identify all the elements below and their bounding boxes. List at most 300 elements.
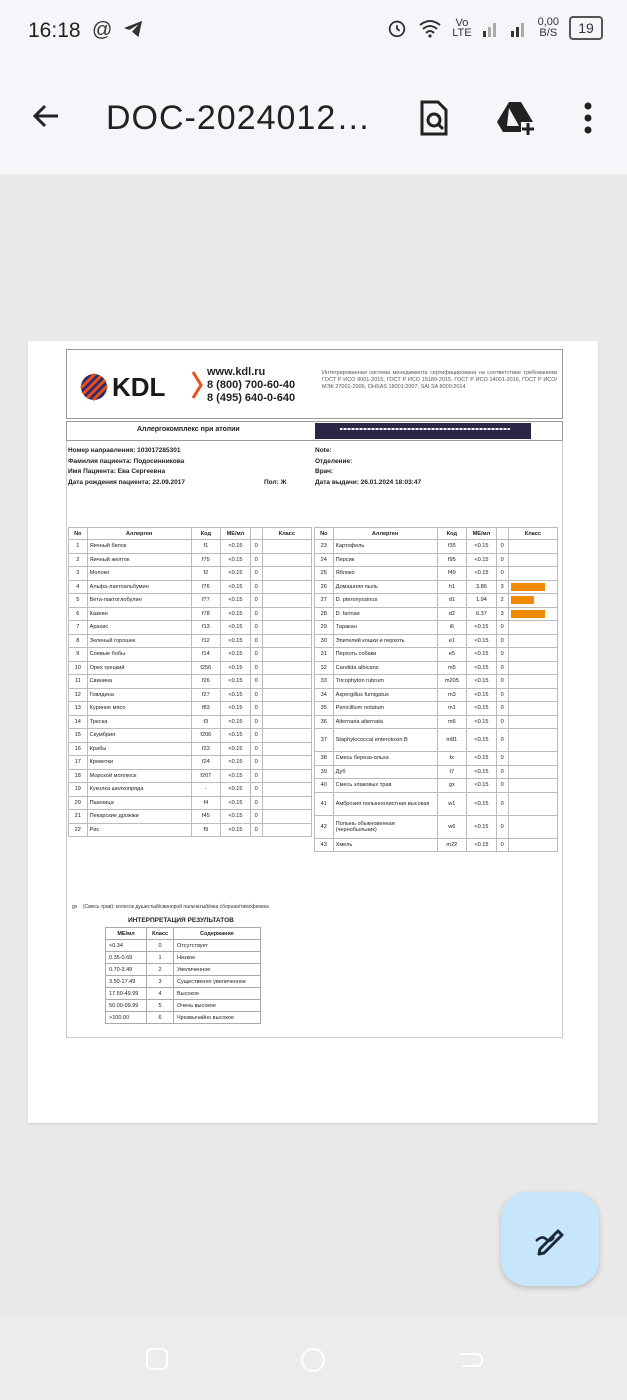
row-number: 32 — [315, 661, 334, 675]
allergen-code: e1 — [437, 634, 467, 648]
allergen-code: f49 — [437, 567, 467, 581]
allergen-code: f27 — [191, 688, 221, 702]
allergen-value: <0.15 — [221, 634, 251, 648]
allergen-class: 3 — [496, 580, 508, 594]
interpretation-description: Низкое — [174, 952, 261, 964]
allergen-name: Пшеница — [87, 796, 191, 810]
allergen-name: Соевые бобы — [87, 648, 191, 662]
class-bar-cell — [508, 838, 557, 852]
back-arrow-icon[interactable] — [30, 100, 62, 132]
allergen-code: f256 — [191, 661, 221, 675]
allergen-class: 0 — [250, 634, 262, 648]
allergen-row — [69, 756, 312, 770]
allergen-class: 0 — [496, 765, 508, 779]
allergen-name: Казеин — [87, 607, 191, 621]
allergen-code: f14 — [191, 648, 221, 662]
allergen-value: <0.15 — [221, 594, 251, 608]
allergen-row — [69, 796, 312, 810]
allergen-name: Говядина — [87, 688, 191, 702]
allergen-value: <0.15 — [221, 580, 251, 594]
allergen-class: 0 — [496, 675, 508, 689]
row-number: 40 — [315, 779, 334, 793]
back-nav-icon[interactable] — [456, 1346, 484, 1372]
allergen-class: 0 — [250, 553, 262, 567]
allergen-name: Крабы — [87, 742, 191, 756]
row-number: 23 — [315, 540, 334, 554]
allergen-code: f26 — [191, 675, 221, 689]
allergen-code: w6 — [437, 815, 467, 838]
allergen-row — [69, 580, 312, 594]
allergen-code: f83 — [191, 702, 221, 716]
allergen-value: <0.15 — [467, 567, 497, 581]
allergen-row — [315, 715, 558, 729]
class-bar-cell — [262, 553, 311, 567]
allergen-value: <0.15 — [467, 661, 497, 675]
interpretation-description: Чрезвычайно высокое — [174, 1012, 261, 1024]
allergen-value: <0.15 — [221, 756, 251, 770]
interpretation-description: Очень высокое — [174, 1000, 261, 1012]
allergen-name: Арахис — [87, 621, 191, 635]
battery-icon: 19 — [569, 16, 603, 40]
allergen-row — [69, 621, 312, 635]
allergen-name: Смесь береза-ольха — [333, 752, 437, 766]
allergen-code: f206 — [191, 729, 221, 743]
allergen-name: Свинина — [87, 675, 191, 689]
row-number: 3 — [69, 567, 88, 581]
allergen-row — [315, 779, 558, 793]
class-bar-cell — [508, 661, 557, 675]
interpretation-row — [106, 964, 261, 976]
row-number: 22 — [69, 823, 88, 837]
allergen-name: Tricophyton rubrum — [333, 675, 437, 689]
allergen-class: 0 — [250, 796, 262, 810]
allergen-code: - — [191, 783, 221, 797]
allergen-value: <0.15 — [467, 715, 497, 729]
row-number: 21 — [69, 810, 88, 824]
allergen-name: Таракан — [333, 621, 437, 635]
allergen-name: Морской моллюск — [87, 769, 191, 783]
allergen-class: 0 — [496, 702, 508, 716]
allergen-row — [69, 688, 312, 702]
more-options-icon[interactable] — [570, 98, 606, 138]
interpretation-description: Высокое — [174, 988, 261, 1000]
allergen-value: <0.15 — [221, 621, 251, 635]
allergen-name: Alternaria alternata — [333, 715, 437, 729]
interpretation-class: 2 — [147, 964, 174, 976]
interpretation-class: 6 — [147, 1012, 174, 1024]
allergen-code: f1 — [191, 540, 221, 554]
allergen-class: 0 — [250, 729, 262, 743]
class-bar-cell — [262, 594, 311, 608]
allergen-value: <0.15 — [221, 729, 251, 743]
allergen-table-left: No Аллерген Код МЕ/мл Класс 1 Яичный белок f1 <0.15 0 2 Яичный желток f75 <0.15 0 3 Молоко f2 <0.15 0 4 Альфа-лактоальбумин f76 <0.15 0 5 Бета-лактоглобулин f77 <0.15 0 6 Казеин f78 <0.15 0 7 Арахис f13 <0.15 0 8 Зеленый горошек f12 <0.15 0 9 Соевые бобы f14 <0.15 0 10 Орех грецкий f256 <0.15 0 11 Свинина f26 <0.15 0 12 Говядина f27 <0.15 0 13 Куриное мясо f83 <0.15 0 14 Треска f3 <0.15 0 15 Скумбрия f206 <0.15 0 16 Крабы f23 <0.15 0 17 Креветки f24 <0.15 0 18 Морской моллюск f207 <0.15 0 19 Куколка шелкопряда - <0.15 0 20 Пшеница f4 <0.15 0 21 Пекарские дрожжи f45 <0.15 0 22 Рис f9 <0.15 0 — [68, 527, 312, 837]
allergen-row — [69, 567, 312, 581]
allergen-code: f3 — [191, 715, 221, 729]
allergen-code: f9 — [191, 823, 221, 837]
allergen-class: 0 — [496, 792, 508, 815]
allergen-class: 0 — [250, 756, 262, 770]
allergen-value: <0.15 — [467, 729, 497, 752]
allergen-class: 0 — [250, 621, 262, 635]
allergen-row — [315, 634, 558, 648]
allergen-value: <0.15 — [467, 540, 497, 554]
allergen-value: <0.15 — [467, 648, 497, 662]
patient-name: Имя Пациента: Ева Сергеевна — [68, 468, 166, 475]
allergen-row — [315, 792, 558, 815]
row-number: 19 — [69, 783, 88, 797]
interpretation-range: >100.00 — [106, 1012, 147, 1024]
class-bar-cell — [262, 796, 311, 810]
class-bar-cell — [508, 634, 557, 648]
allergen-row — [69, 715, 312, 729]
class-bar-cell — [262, 756, 311, 770]
row-number: 31 — [315, 648, 334, 662]
class-bar-cell — [262, 661, 311, 675]
app-bar — [0, 62, 627, 174]
interpretation-class: 3 — [147, 976, 174, 988]
allergen-row — [69, 742, 312, 756]
allergen-row — [315, 752, 558, 766]
row-number: 7 — [69, 621, 88, 635]
allergen-code: tx — [437, 752, 467, 766]
allergen-class: 0 — [496, 779, 508, 793]
allergen-class: 0 — [250, 783, 262, 797]
drive-add-icon[interactable] — [495, 98, 535, 138]
allergen-name: Aspergillus fumigatus — [333, 688, 437, 702]
row-number: 27 — [315, 594, 334, 608]
allergen-row — [69, 810, 312, 824]
row-number: 36 — [315, 715, 334, 729]
document-title: DOC-2024012… — [106, 99, 372, 137]
class-bar-cell — [508, 715, 557, 729]
class-bar-cell — [508, 729, 557, 752]
allergen-name: Бета-лактоглобулин — [87, 594, 191, 608]
allergen-row — [69, 594, 312, 608]
row-number: 34 — [315, 688, 334, 702]
allergen-row — [315, 648, 558, 662]
allergen-value: <0.15 — [467, 675, 497, 689]
class-bar-cell — [508, 765, 557, 779]
allergen-class: 0 — [250, 715, 262, 729]
allergen-name: Треска — [87, 715, 191, 729]
allergen-name: Смесь злаковых трав — [333, 779, 437, 793]
class-bar-cell — [508, 621, 557, 635]
allergen-value: <0.15 — [467, 765, 497, 779]
allergen-class: 0 — [250, 702, 262, 716]
complex-title: Аллергокомплекс при атопии — [137, 426, 240, 433]
interpretation-range: <0.34 — [106, 940, 147, 952]
complex-bar — [66, 421, 563, 441]
allergen-code: f4 — [191, 796, 221, 810]
class-bar-cell — [508, 553, 557, 567]
allergen-value: <0.15 — [221, 648, 251, 662]
row-number: 26 — [315, 580, 334, 594]
class-bar-cell — [262, 702, 311, 716]
allergen-row — [69, 702, 312, 716]
kdl-logo-icon — [79, 372, 109, 402]
row-number: 39 — [315, 765, 334, 779]
allergen-class: 0 — [496, 634, 508, 648]
allergen-row — [315, 540, 558, 554]
allergen-value: <0.15 — [221, 567, 251, 581]
allergen-name: Скумбрия — [87, 729, 191, 743]
allergen-code: d2 — [437, 607, 467, 621]
row-number: 38 — [315, 752, 334, 766]
interpretation-range: 0.70-3.49 — [106, 964, 147, 976]
interpretation-class: 0 — [147, 940, 174, 952]
recent-apps-icon[interactable] — [144, 1346, 170, 1372]
allergen-row — [69, 729, 312, 743]
interpretation-description: Отсутствует — [174, 940, 261, 952]
allergen-value: <0.15 — [221, 769, 251, 783]
row-number: 33 — [315, 675, 334, 689]
referral-number: Номер направления: 103017285301 — [68, 447, 181, 454]
row-number: 28 — [315, 607, 334, 621]
allergen-row — [69, 769, 312, 783]
telegram-icon — [122, 19, 144, 39]
allergen-code: w1 — [437, 792, 467, 815]
row-number: 16 — [69, 742, 88, 756]
allergen-code: f95 — [437, 553, 467, 567]
row-number: 8 — [69, 634, 88, 648]
allergen-code: m22 — [437, 838, 467, 852]
allergen-class: 2 — [496, 594, 508, 608]
row-number: 35 — [315, 702, 334, 716]
row-number: 1 — [69, 540, 88, 554]
allergen-class: 0 — [496, 648, 508, 662]
row-number: 2 — [69, 553, 88, 567]
allergen-name: Куриное мясо — [87, 702, 191, 716]
class-bar-cell — [262, 742, 311, 756]
allergen-name: Эпителий кошки и перхоть — [333, 634, 437, 648]
allergen-name: Дуб — [333, 765, 437, 779]
allergen-value: <0.15 — [221, 702, 251, 716]
home-icon[interactable] — [299, 1346, 327, 1374]
class-bar-cell — [508, 648, 557, 662]
row-number: 15 — [69, 729, 88, 743]
allergen-class: 0 — [250, 688, 262, 702]
allergen-class: 3 — [496, 607, 508, 621]
row-number: 13 — [69, 702, 88, 716]
allergen-code: f2 — [191, 567, 221, 581]
allergen-name: D. pteronyssinus — [333, 594, 437, 608]
allergen-code: f13 — [191, 621, 221, 635]
status-bar — [0, 0, 627, 62]
allergen-value: <0.15 — [467, 621, 497, 635]
allergen-name: Орех грецкий — [87, 661, 191, 675]
allergen-value: <0.15 — [467, 688, 497, 702]
allergen-value: <0.15 — [221, 540, 251, 554]
navigation-bar — [0, 1316, 627, 1400]
doctor-label: Врач: — [315, 468, 334, 475]
allergen-row — [315, 553, 558, 567]
allergen-row — [315, 838, 558, 852]
allergen-value: <0.15 — [221, 742, 251, 756]
patient-surname: Фамилия пациента: Подосинникова — [68, 457, 185, 465]
allergen-name: Полынь обыкновенная (чернобыльник) — [333, 815, 437, 838]
allergen-name: Зеленый горошек — [87, 634, 191, 648]
row-number: 5 — [69, 594, 88, 608]
allergen-name: Домашняя пыль — [333, 580, 437, 594]
allergen-row — [315, 729, 558, 752]
note-label: Note: — [315, 447, 332, 454]
allergen-row — [69, 648, 312, 662]
class-bar-cell — [508, 675, 557, 689]
allergen-code: m81 — [437, 729, 467, 752]
allergen-value: <0.15 — [467, 792, 497, 815]
allergen-name: Пекарские дрожжи — [87, 810, 191, 824]
allergen-name: Персик — [333, 553, 437, 567]
class-bar-cell — [508, 567, 557, 581]
allergen-code: m1 — [437, 702, 467, 716]
allergen-row — [315, 580, 558, 594]
allergen-row — [315, 815, 558, 838]
allergen-code: d1 — [437, 594, 467, 608]
class-bar-cell — [262, 540, 311, 554]
allergen-code: f78 — [191, 607, 221, 621]
allergen-name: Перхоть собаки — [333, 648, 437, 662]
row-number: 14 — [69, 715, 88, 729]
allergen-code: f45 — [191, 810, 221, 824]
allergen-class: 0 — [250, 580, 262, 594]
report-info — [315, 447, 421, 489]
allergen-name: Куколка шелкопряда — [87, 783, 191, 797]
interpretation-row — [106, 952, 261, 964]
allergen-value: <0.15 — [467, 553, 497, 567]
allergen-value: <0.15 — [221, 688, 251, 702]
kdl-logo-arrow-icon — [191, 370, 203, 400]
allergen-class: 0 — [496, 838, 508, 852]
class-bar-cell — [508, 540, 557, 554]
allergen-value: 1.94 — [467, 594, 497, 608]
allergen-code: m3 — [437, 688, 467, 702]
allergen-row — [315, 621, 558, 635]
class-bar-cell — [262, 769, 311, 783]
allergen-name: Хмель — [333, 838, 437, 852]
row-number: 29 — [315, 621, 334, 635]
allergen-code: m5 — [437, 661, 467, 675]
row-number: 37 — [315, 729, 334, 752]
allergen-value: <0.15 — [221, 715, 251, 729]
allergen-row — [69, 661, 312, 675]
lab-site[interactable]: www.kdl.ru — [207, 366, 266, 378]
allergen-name: Креветки — [87, 756, 191, 770]
allergen-name: D. farinae — [333, 607, 437, 621]
class-bar-cell — [262, 567, 311, 581]
interpretation-row — [106, 1000, 261, 1012]
class-bar-cell — [262, 715, 311, 729]
allergen-class: 0 — [496, 752, 508, 766]
allergen-name: Молоко — [87, 567, 191, 581]
signal-icon — [482, 19, 500, 37]
class-bar-cell — [262, 634, 311, 648]
allergen-name: Амброзия полыннолистная высокая — [333, 792, 437, 815]
footnote: gx (Смесь трав): колосок душистый/свинорой пальчатый/ежа сборная/тимофеевка — [72, 904, 269, 910]
volte-label: Vo LTE — [452, 17, 472, 39]
allergen-value: <0.15 — [221, 675, 251, 689]
allergen-row — [315, 765, 558, 779]
allergen-code: i6 — [437, 621, 467, 635]
interpretation-range: 3.50-17.49 — [106, 976, 147, 988]
allergen-class: 0 — [496, 661, 508, 675]
allergen-value: <0.15 — [221, 607, 251, 621]
interpretation-range: 0.35-0.69 — [106, 952, 147, 964]
allergen-class: 0 — [250, 823, 262, 837]
allergen-name: Картофель — [333, 540, 437, 554]
class-bar-cell — [262, 810, 311, 824]
allergen-value: <0.15 — [467, 815, 497, 838]
interpretation-row — [106, 1012, 261, 1024]
allergen-row — [69, 783, 312, 797]
allergen-code: f76 — [191, 580, 221, 594]
search-document-icon[interactable] — [414, 98, 454, 138]
allergen-code: f77 — [191, 594, 221, 608]
class-bar-cell — [262, 729, 311, 743]
certification-note: Интегрированная система менеджмента сертифицирована на соответствие требованиям ГОСТ Р ИСО 9001-2015, ГОСТ Р ИСО 15189-2015, ГОСТ Р ИСО 14001-2016, ГОСТ Р ИСО/МЭК 27001-2006, OHSAS 18001:2007, SAI SA 8000:2014 — [322, 370, 557, 390]
allergen-class: 0 — [250, 540, 262, 554]
signal-icon-2 — [510, 19, 528, 37]
class-bar-cell — [262, 783, 311, 797]
allergen-code: t7 — [437, 765, 467, 779]
allergen-class: 0 — [496, 729, 508, 752]
allergen-name: Альфа-лактоальбумин — [87, 580, 191, 594]
allergen-class: 0 — [250, 810, 262, 824]
allergen-row — [315, 607, 558, 621]
row-number: 42 — [315, 815, 334, 838]
wifi-icon — [418, 18, 442, 38]
patient-sex: Пол: Ж — [264, 478, 287, 486]
class-bar-cell — [508, 815, 557, 838]
allergen-name: Яичный белок — [87, 540, 191, 554]
allergen-value: <0.15 — [221, 810, 251, 824]
row-number: 11 — [69, 675, 88, 689]
allergen-class: 0 — [496, 553, 508, 567]
allergen-class: 0 — [496, 621, 508, 635]
row-number: 30 — [315, 634, 334, 648]
allergen-class: 0 — [496, 540, 508, 554]
allergen-name: Рис — [87, 823, 191, 837]
class-bar-cell — [262, 621, 311, 635]
row-number: 24 — [315, 553, 334, 567]
net-speed: 0,00 B/S — [537, 16, 559, 39]
allergen-value: <0.15 — [221, 796, 251, 810]
allergen-row — [315, 675, 558, 689]
allergen-code: f12 — [191, 634, 221, 648]
patient-birthdate: Дата рождения пациента: 22.09.2017 — [68, 478, 185, 486]
interpretation-range: 17.50-49.99 — [106, 988, 147, 1000]
department-label: Отделение: — [315, 457, 353, 465]
class-bar — [511, 596, 534, 604]
class-bar-cell — [262, 675, 311, 689]
edit-fab-button[interactable] — [501, 1192, 599, 1286]
interpretation-class: 4 — [147, 988, 174, 1000]
allergen-row — [69, 553, 312, 567]
class-bar-cell — [508, 792, 557, 815]
allergen-code: f24 — [191, 756, 221, 770]
allergen-name: Penicillium notatum — [333, 702, 437, 716]
allergen-code: m205 — [437, 675, 467, 689]
allergen-row — [69, 540, 312, 554]
class-bar — [511, 610, 545, 618]
allergen-table-right: No Аллерген Код МЕ/мл Класс 23 Картофель f35 <0.15 0 24 Персик f95 <0.15 0 25 Яблоко f49 <0.15 0 26 Домашняя пыль h1 3.86 3 27 D. pteronyssinus d1 1.94 2 28 D. farinae d2 6.37 3 29 Таракан i6 <0.15 0 30 Эпителий кошки и перхоть e1 <0.15 0 31 Перхоть собаки e5 <0.15 0 32 Candida albicans m5 <0.15 0 33 Tricophyton rubrum m205 <0.15 0 34 Aspergillus fumigatus m3 <0.15 0 35 Penicillium notatum m1 <0.15 0 36 Alternaria alternata m6 <0.15 0 37 Staphylococcal enterotoxin B m81 <0.15 0 38 Смесь береза-ольха tx <0.15 0 39 Дуб t7 <0.15 0 40 Смесь злаковых трав gx <0.15 0 41 Амброзия полыннолистная высокая w1 <0.15 0 42 Полынь обыкновенная (чернобыльник) w6 <0.15 0 43 Хмель m22 <0.15 0 — [314, 527, 558, 852]
row-number: 4 — [69, 580, 88, 594]
allergen-class: 0 — [250, 567, 262, 581]
interpretation-row — [106, 940, 261, 952]
allergen-code: f23 — [191, 742, 221, 756]
row-number: 25 — [315, 567, 334, 581]
kdl-logo-text: KDL — [112, 372, 166, 402]
document-viewer[interactable] — [0, 174, 627, 1316]
